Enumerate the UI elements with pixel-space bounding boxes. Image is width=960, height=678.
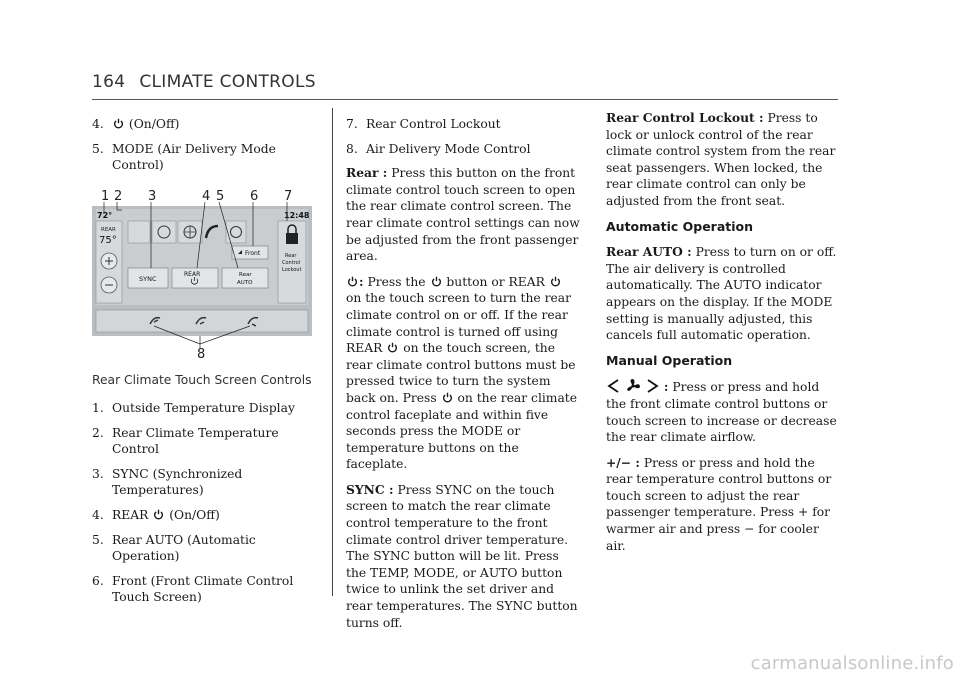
sync-paragraph <box>346 482 580 631</box>
sync-label: SYNC <box>139 274 157 283</box>
list-number: 4. <box>92 117 104 131</box>
lockout-text: Press to lock or unlock control of the rear climate control system from the rear seat passengers. When locked, the rear climate control can only be adjusted from the front seat. <box>606 111 836 208</box>
power-text-3: on the touch screen to turn the rear climate control on or off. If the rear climate control is turned off using REAR <box>346 291 571 356</box>
lockout-label-2: Control <box>282 259 301 266</box>
list-text: Rear Control Lockout <box>366 117 501 131</box>
list-number: 1. <box>92 400 104 415</box>
list-item <box>92 466 314 499</box>
callout-3: 3 <box>148 188 157 204</box>
list-text: MODE (Air Delivery Mode Control) <box>112 141 276 173</box>
list-number: 8. <box>346 141 358 156</box>
rear-paragraph <box>346 165 580 265</box>
running-header <box>92 72 330 92</box>
power-icon <box>347 276 358 287</box>
sync-text: Press SYNC on the touch screen to match the rear climate control temperature to the front climate control driver temperature. The SYNC button will be lit. Press the TEMP, MODE, or AUTO button twice to unlink the set driver and rear temperatures. The SYNC button turns off. <box>346 482 578 630</box>
sync-term: SYNC : <box>346 481 394 497</box>
list-number: 7. <box>346 117 358 131</box>
plus-minus-term: +/− : <box>606 454 640 470</box>
section-title: CLIMATE CONTROLS <box>139 72 316 92</box>
rear-temp: 75° <box>99 234 117 246</box>
plus-minus-paragraph <box>606 455 838 555</box>
column-2 <box>346 116 580 640</box>
list-number: 3. <box>92 466 104 481</box>
list-text: Front (Front Climate Control Touch Screen) <box>112 573 294 605</box>
callout-5: 5 <box>216 188 225 204</box>
fan-speed-icon <box>606 378 660 394</box>
clock: 12:48 <box>284 210 310 220</box>
list-text: REAR <box>112 507 149 522</box>
lockout-paragraph <box>606 110 838 210</box>
list-text: SYNC (Synchronized Temperatures) <box>112 466 243 498</box>
list-text: (On/Off) <box>169 507 220 522</box>
power-text-4: on the touch screen, the rear climate control buttons must be pressed twice to turn the system back on. Press <box>346 341 576 405</box>
list-number: 6. <box>92 573 104 588</box>
auto-paragraph <box>606 244 838 344</box>
callout-2: 2 <box>114 188 123 204</box>
column-3 <box>606 110 838 563</box>
watermark: carmanualsonline.info <box>750 653 954 674</box>
auto-text: Press to turn on or off. The air delivery is controlled automatically. The AUTO indicator appears on the display. If the MODE setting is manually adjusted, this cancels full automatic operation. <box>606 245 837 343</box>
power-icon <box>442 392 453 403</box>
callout-1: 1 <box>101 188 110 204</box>
lockout-term: Rear Control Lockout : <box>606 110 764 125</box>
power-text-1: Press the <box>367 274 426 289</box>
rear-auto-label-1: Rear <box>239 271 252 278</box>
power-icon <box>113 118 124 129</box>
header-rule <box>92 99 838 100</box>
rear-label: REAR <box>101 226 116 233</box>
list-number: 2. <box>92 425 104 440</box>
list-number: 4. <box>92 507 104 522</box>
list-text: Air Delivery Mode Control <box>366 141 531 156</box>
power-paragraph <box>346 274 580 473</box>
automatic-heading: Automatic Operation <box>606 218 754 234</box>
rear-text: Press this button on the front climate control touch screen to open the rear climate control screen. The rear climate control settings can now be adjusted from the front passenger area. <box>346 166 580 264</box>
callout-8: 8 <box>197 346 206 362</box>
mode-bar <box>96 310 308 332</box>
power-icon <box>550 276 561 287</box>
column-divider <box>332 108 333 596</box>
list-item <box>92 400 314 417</box>
fan-paragraph <box>606 378 838 445</box>
fan-term: : <box>663 379 669 395</box>
rear-climate-figure <box>92 186 312 362</box>
list-item <box>346 141 580 158</box>
list-number: 5. <box>92 141 104 156</box>
list-item <box>92 425 314 458</box>
fan-text: Press or press and hold the front climate control buttons or touch screen to increase or decrease the rear climate airflow. <box>606 380 837 445</box>
power-term: : <box>359 273 364 289</box>
rear-term: Rear : <box>346 165 388 181</box>
lock-icon <box>286 233 298 244</box>
callout-7: 7 <box>284 188 293 204</box>
power-text-5: on the rear climate control faceplate and within five seconds press the MODE or temperature buttons on the faceplate. <box>346 390 578 472</box>
power-icon <box>153 509 164 520</box>
column-1 <box>92 116 314 614</box>
rear-auto-label-2: AUTO <box>237 279 253 286</box>
figure-caption: Rear Climate Touch Screen Controls <box>92 373 312 388</box>
power-icon <box>387 342 398 353</box>
list-text: Rear AUTO (Automatic Operation) <box>112 532 256 564</box>
list-item <box>92 532 314 565</box>
list-text: Rear Climate Temperature Control <box>112 425 279 457</box>
callout-6: 6 <box>250 188 259 204</box>
auto-term: Rear AUTO : <box>606 244 692 260</box>
lockout-label-3: Lockout <box>282 266 302 273</box>
front-label: Front <box>245 249 261 257</box>
outside-temp: 72° <box>97 210 113 220</box>
lockout-label-1: Rear <box>285 252 297 259</box>
list-number: 5. <box>92 532 104 547</box>
list-item <box>92 141 314 174</box>
list-item <box>346 116 580 133</box>
list-item <box>92 573 314 606</box>
list-text: (On/Off) <box>128 117 180 131</box>
power-icon <box>431 276 442 287</box>
plus-minus-text: Press or press and hold the rear temperature control buttons or touch screen to adjust the rear passenger temperature. Press + for warmer air and press − for cooler air. <box>606 455 832 553</box>
callout-4: 4 <box>202 188 211 204</box>
list-text: Outside Temperature Display <box>112 400 295 415</box>
page-number: 164 <box>92 72 126 92</box>
manual-heading: Manual Operation <box>606 352 733 368</box>
list-item <box>92 116 314 133</box>
list-item <box>92 507 314 524</box>
power-text-2: button or REAR <box>446 274 545 289</box>
rear-button-label: REAR <box>184 270 201 278</box>
